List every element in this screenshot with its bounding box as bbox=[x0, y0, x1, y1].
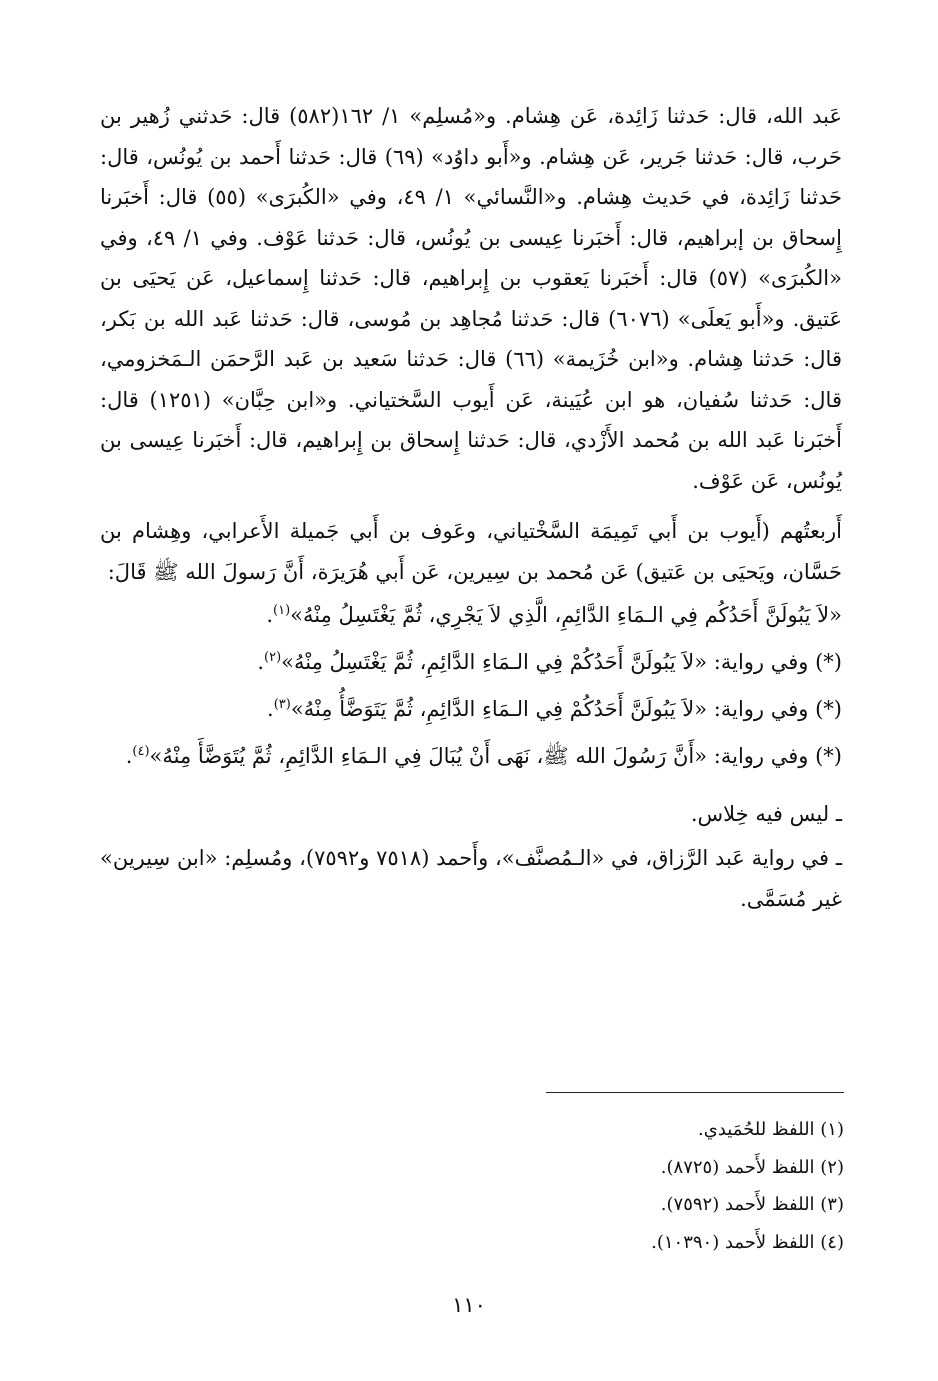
footnote-item: (١) اللفظ للحُمَيدي. bbox=[698, 1119, 844, 1140]
footnotes bbox=[100, 1111, 844, 1261]
footnote-ref-2: (٢) bbox=[264, 650, 282, 665]
footnote-divider bbox=[546, 1092, 844, 1093]
narrators-paragraph: أَربعتُهم (أَيوب بن أَبي تَمِيمَة السَّخْتياني، وعَوف بن أَبي جَميلة الأَعرابي، وهِشام بن حَسَّان، ويَحيَى بن عَتيق) عَن مُحمد بن سِيرين، عَن أَبي هُرَيرَة، أَنَّ رَسولَ الله ﷺ قَالَ: bbox=[100, 519, 842, 584]
footnote-ref-4: (٤) bbox=[132, 744, 150, 759]
footnote-item: (٣) اللفظ لأَحمد (٧٥٩٢). bbox=[660, 1194, 844, 1215]
variant-4: (*) وفي رواية: «أَنَّ رَسُولَ الله ﷺ، نَهَى أَنْ يُبَالَ فِي الـمَاءِ الدَّائِمِ، ثُمَّ يُتَوَضَّأَ مِنْهُ» bbox=[149, 744, 842, 768]
page-number: ١١٠ bbox=[452, 1293, 486, 1317]
citations-paragraph: عَبد الله، قال: حَدثنا زَائِدة، عَن هِشام. و«مُسلِم» ١/ ١٦٢(٥٨٢) قال: حَدثني زُهير بن حَرب، قال: حَدثنا جَرير، عَن هِشام. و«أَبو داوُد» (٦٩) قال: حَدثنا أَحمد بن يُونُس، قال: حَدثنا زَائِدة، في حَديث هِشام. و«النَّسائي» ١/ ٤٩، وفي «الكُبرَى» (٥٥) قال: أَخبَرنا إِسحاق بن إبراهيم، قال: أَخبَرنا عِيسى بن يُونُس، قال: حَدثنا عَوْف. وفي ١/ ٤٩، وفي «الكُبرَى» (٥٧) قال: أَخبَرنا يَعقوب بن إِبراهيم، قال: حَدثنا إِسماعيل، عَن يَحيَى بن عَتيق. و«أَبو يَعلَى» (٦٠٧٦) قال: حَدثنا مُجاهِد بن مُوسى، قال: حَدثنا عَبد الله بن بَكر، قال: حَدثنا هِشام. و«ابن خُزَيمة» (٦٦) قال: حَدثنا سَعيد بن عَبد الرَّحمَن الـمَخزومي، قال: حَدثنا سُفيان، هو ابن عُيَينة، عَن أَيوب السَّختياني. و«ابن حِبَّان» (١٢٥١) قال: أَخبَرنا عَبد الله بن مُحمد الأَزْدي، قال: حَدثنا إِسحاق بن إِبراهيم، قال: أَخبَرنا عِيسى بن يُونُس، عَن عَوْف. bbox=[100, 104, 842, 493]
variant-3: (*) وفي رواية: «لاَ يَبُولَنَّ أَحَدُكُمْ فِي الـمَاءِ الدَّائِمِ، ثُمَّ يَتَوَضَّأُ مِنْهُ» bbox=[290, 697, 842, 721]
footnote-ref-1: (١) bbox=[273, 603, 291, 618]
hadith-main-text: «لاَ يَبُولَنَّ أَحَدُكُم فِي الـمَاءِ الدَّائِمِ، الَّذِي لاَ يَجْرِي، ثُمَّ يَغْتَسِلُ مِنْهُ»$^{(١)}$. bbox=[266, 603, 842, 627]
variant-3-text: (*) وفي رواية: «لاَ يَبُولَنَّ أَحَدُكُمْ فِي الـمَاءِ الدَّائِمِ، ثُمَّ يَتَوَضَّأُ مِنْهُ»$^{(٣)}$. bbox=[267, 697, 842, 721]
footnote-item: (٤) اللفظ لأَحمد (١٠٣٩٠). bbox=[651, 1231, 844, 1253]
hadith-main: «لاَ يَبُولَنَّ أَحَدُكُم فِي الـمَاءِ الدَّائِمِ، الَّذِي لاَ يَجْرِي، ثُمَّ يَغْتَسِلُ مِنْهُ» bbox=[290, 603, 842, 627]
main-text bbox=[100, 96, 842, 919]
footnote-ref-3: (٣) bbox=[273, 697, 291, 712]
note-item: ـ ليس فيه خِلاس. bbox=[690, 802, 842, 826]
notes-list bbox=[100, 790, 842, 919]
variant-4-text: (*) وفي رواية: «أَنَّ رَسُولَ الله ﷺ، نَهَى أَنْ يُبَالَ فِي الـمَاءِ الدَّائِمِ، ثُمَّ يُتَوَضَّأَ مِنْهُ»$^{(٤)}$. bbox=[125, 744, 842, 768]
hadith-block bbox=[100, 592, 842, 780]
footnote-item: (٢) اللفظ لأَحمد (٨٧٢٥). bbox=[660, 1156, 844, 1178]
variant-2: (*) وفي رواية: «لاَ يَبُولَنَّ أَحَدُكُمْ فِي الـمَاءِ الدَّائِمِ، ثُمَّ يَغْتَسِلُ مِنْهُ» bbox=[281, 650, 842, 674]
variant-2-text: (*) وفي رواية: «لاَ يَبُولَنَّ أَحَدُكُمْ فِي الـمَاءِ الدَّائِمِ، ثُمَّ يَغْتَسِلُ مِنْهُ»$^{(٢)}$. bbox=[257, 650, 842, 674]
note-item: ـ في رواية عَبد الرَّزاق، في «الـمُصنَّف»، وأَحمد (٧٥١٨ و٧٥٩٢)، ومُسلِم: «ابن سِيرين» غير مُسَمَّى. bbox=[100, 846, 842, 911]
